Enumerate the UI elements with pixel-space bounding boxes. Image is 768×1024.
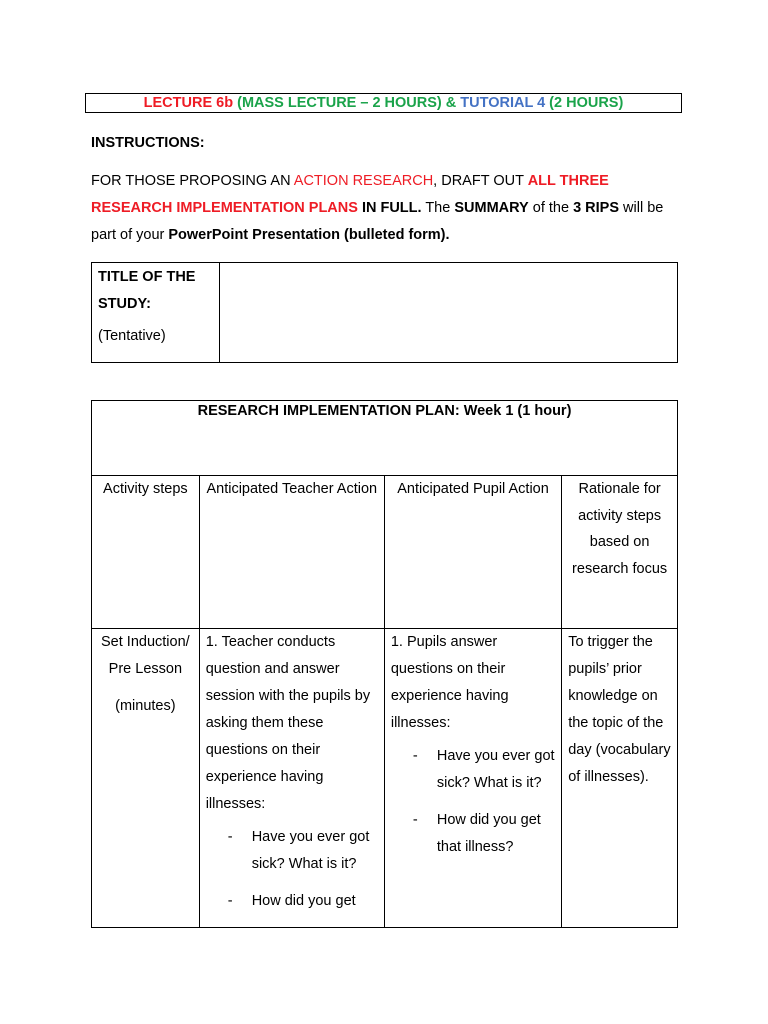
header-pupil-action: Anticipated Pupil Action [384,476,561,629]
minutes-label: (minutes) [115,698,176,714]
para-text-1: FOR THOSE PROPOSING AN [91,173,294,189]
pupil-question-list [391,743,555,861]
in-full-text: IN FULL. [357,200,422,216]
list-item: - How did you get [228,888,378,915]
teacher-action-text: 1. Teacher conducts question and answer session with the pupils by asking them these questions on their experience having illnesses: [205,634,371,812]
three-rips-text: 3 RIPS [573,200,620,216]
pupil-action-text: 1. Pupils answer questions on their experience having illnesses: [390,634,509,731]
teacher-question-list [206,824,378,915]
list-item: - Have you ever got sick? What is it? [413,743,555,797]
step-cell [92,629,200,928]
header-rationale: Rationale for activity steps based on research focus [562,476,678,629]
tutorial-hours-label: 2 HOURS [554,95,619,111]
header-teacher-action: Anticipated Teacher Action [199,476,384,629]
header-open-paren-2: ( [545,95,555,111]
tentative-label: (Tentative) [98,328,166,344]
instructions-heading: INSTRUCTIONS: [91,135,205,151]
step-label: Set Induction/ Pre Lesson [101,634,190,677]
all-three-rips-text: ALL THREE RESEARCH IMPLEMENTATION PLANS [91,173,609,216]
rationale-cell: To trigger the pupils’ prior knowledge on the topic of the day (vocabulary of illnesses). [562,629,678,928]
lecture-header-box [85,93,682,113]
instructions-paragraph [91,168,691,249]
title-label-cell [92,263,220,363]
powerpoint-text: PowerPoint Presentation (bulleted form). [168,227,450,243]
header-close-1: ) & [436,95,461,111]
lecture-label: LECTURE 6b [143,95,234,111]
header-open-paren-1: ( [233,95,242,111]
header-activity-steps: Activity steps [92,476,200,629]
title-label: TITLE OF THE STUDY: [98,269,196,312]
summary-text: SUMMARY [454,200,529,216]
title-of-study-table [91,262,678,363]
research-implementation-plan-table [91,400,678,928]
rip-title: RESEARCH IMPLEMENTATION PLAN: Week 1 (1 hour) [92,401,678,476]
list-item: - Have you ever got sick? What is it? [228,824,378,878]
para-text-3: The [421,200,455,216]
para-text-2: , DRAFT OUT [433,173,528,189]
pupil-action-cell [384,629,561,928]
action-research-text: ACTION RESEARCH [293,173,434,189]
title-value-cell[interactable] [220,263,678,363]
tutorial-label: TUTORIAL 4 [460,95,546,111]
mass-lecture-label: MASS LECTURE – 2 HOURS [241,95,437,111]
para-text-4: of the [528,200,574,216]
list-item: - How did you get that illness? [413,807,555,861]
teacher-action-cell [199,629,384,928]
header-close-2: ) [618,95,624,111]
para-text-5: will be part of your [91,200,664,243]
